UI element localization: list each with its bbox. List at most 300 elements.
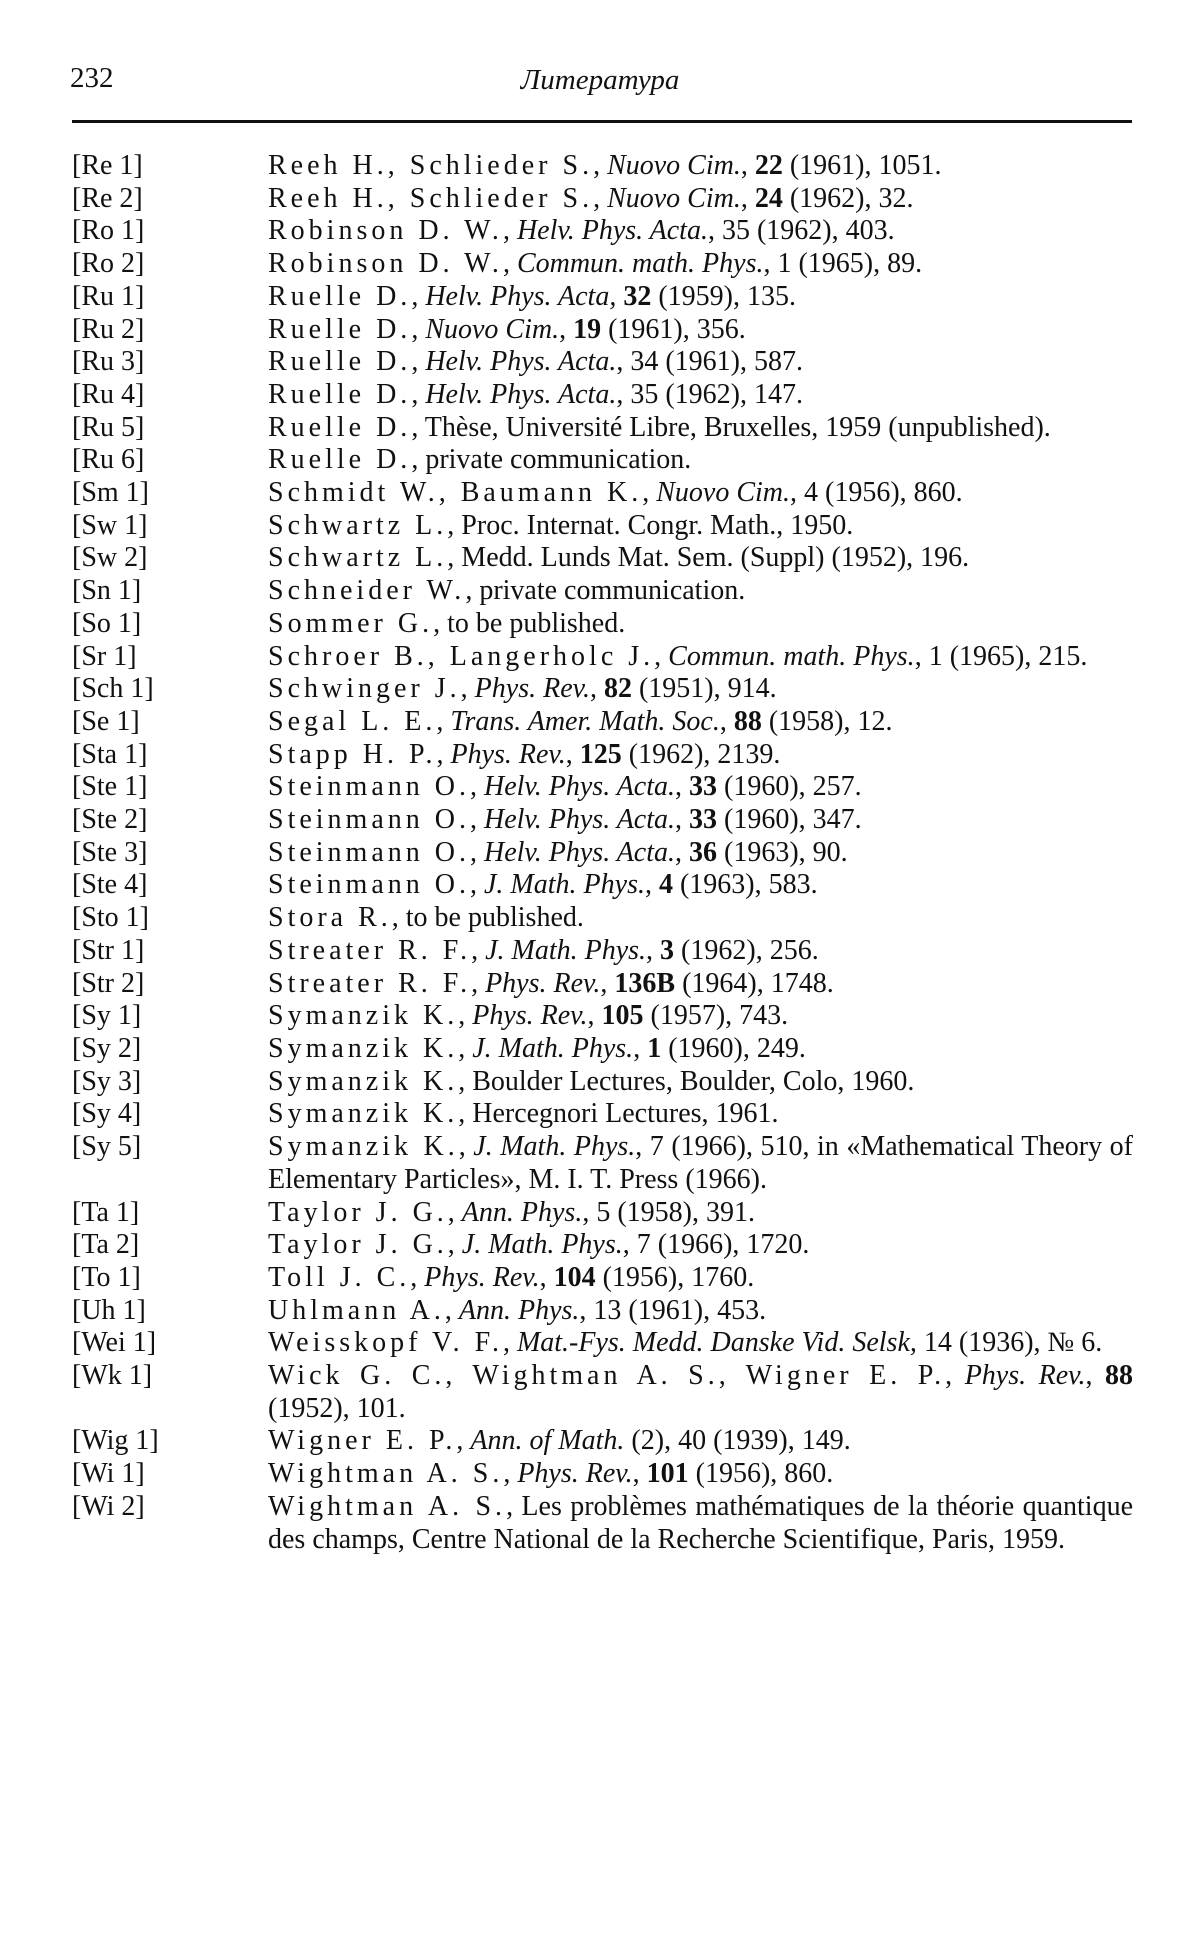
reference-fragment: , [411,280,426,312]
reference-fragment: (1962), 2139. [621,738,781,770]
reference-text [268,935,1133,968]
reference-authors: Ruelle D. [268,346,412,378]
reference-fragment: , [1085,1360,1106,1392]
reference-fragment: , [411,346,426,378]
reference-volume: 101 [646,1458,689,1490]
reference-journal: Helv. Phys. Acta. [516,215,708,247]
reference-entry [0,902,1200,935]
reference-journal: Phys. Rev. [424,1261,540,1293]
reference-volume: 1 [647,1032,662,1064]
reference-text [268,1491,1133,1556]
reference-text [268,510,1133,543]
reference-authors: Streater R. F. [268,967,472,999]
reference-text [268,869,1133,902]
reference-fragment: , private communication. [465,575,746,607]
reference-authors: Schwartz L. [268,542,448,574]
reference-fragment: , 13 (1961), 453. [579,1294,767,1326]
reference-entry [0,1458,1200,1491]
reference-fragment: , 34 (1961), 587. [616,346,803,378]
reference-fragment: , [593,182,608,214]
reference-journal: Commun. math. Phys. [516,248,764,280]
reference-fragment: , [410,1261,425,1293]
reference-fragment: (1956), 1760. [595,1261,755,1293]
reference-text [268,1458,1133,1491]
reference-text [268,837,1133,870]
reference-text [268,379,1133,412]
reference-text [268,771,1133,804]
reference-key: [Ste 4] [72,869,148,901]
reference-fragment: , [719,705,734,737]
reference-entry [0,248,1200,281]
reference-entry [0,575,1200,608]
reference-journal: Phys. Rev. [450,738,566,770]
reference-journal: Ann. of Math. [470,1425,625,1457]
reference-key: [Str 2] [72,967,145,999]
reference-authors: Ruelle D. [268,411,412,443]
reference-authors: Schwartz L. [268,509,448,541]
reference-entry [0,739,1200,772]
reference-volume: 3 [660,934,675,966]
reference-authors: Segal L. E. [268,705,437,737]
reference-entry [0,314,1200,347]
reference-authors: Weisskopf V. F. [268,1327,503,1359]
reference-authors: Robinson D. W. [268,248,503,280]
reference-volume: 32 [623,280,652,312]
reference-journal: Helv. Phys. Acta. [425,378,617,410]
reference-fragment: , private communication. [411,444,692,476]
reference-journal: Helv. Phys. Acta. [484,836,676,868]
reference-journal: Phys. Rev. [964,1360,1086,1392]
reference-entry [0,641,1200,674]
reference-key: [Sy 1] [72,1000,142,1032]
reference-journal: J. Math. Phys. [472,1032,634,1064]
reference-fragment: , [945,1360,965,1392]
reference-authors: Taylor J. G. [268,1229,448,1261]
reference-fragment: (1957), 743. [643,1000,789,1032]
running-header [0,62,1200,102]
reference-key: [Sn 1] [72,575,142,607]
reference-text [268,673,1133,706]
reference-key: [Wig 1] [72,1425,159,1457]
reference-entry [0,444,1200,477]
reference-fragment: , [740,182,755,214]
reference-fragment: , [589,673,604,705]
reference-text [268,968,1133,1001]
reference-authors: Taylor J. G. [268,1196,448,1228]
reference-text [268,150,1133,183]
reference-entry [0,1229,1200,1262]
reference-entry [0,183,1200,216]
reference-fragment: , [632,1458,647,1490]
reference-authors: Steinmann O. [268,836,470,868]
reference-key: [Wk 1] [72,1360,153,1392]
reference-fragment: , [471,934,486,966]
reference-text [268,412,1133,445]
reference-authors: Symanzik K. [268,1131,459,1163]
reference-journal: Helv. Phys. Acta. [425,346,617,378]
reference-fragment: , 5 (1958), 391. [582,1196,755,1228]
reference-entry [0,869,1200,902]
reference-authors: Streater R. F. [268,934,472,966]
reference-key: [Se 1] [72,705,140,737]
reference-authors: Wick G. C., Wightman A. S., Wigner E. P. [268,1360,946,1392]
reference-fragment: , [471,967,486,999]
reference-fragment: , 35 (1962), 403. [707,215,895,247]
reference-fragment: , [740,150,755,181]
reference-key: [Ta 1] [72,1196,140,1228]
reference-key: [Sr 1] [72,640,137,672]
reference-authors: Symanzik K. [268,1098,459,1130]
reference-text [268,183,1133,216]
reference-fragment: , [456,1425,471,1457]
reference-list [0,150,1200,1556]
reference-authors: Stapp H. P. [268,738,437,770]
reference-journal: Nuovo Cim. [656,477,791,509]
reference-entry [0,1033,1200,1066]
reference-journal: Ann. Phys. [458,1294,580,1326]
reference-entry [0,281,1200,314]
reference-fragment: , 7 (1966), 1720. [622,1229,810,1261]
reference-journal: Helv. Phys. Acta. [484,804,676,836]
reference-fragment: (1951), 914. [631,673,777,705]
reference-text [268,739,1133,772]
reference-volume: 105 [601,1000,644,1032]
reference-entry [0,1360,1200,1425]
reference-key: [Wei 1] [72,1327,157,1359]
reference-text [268,1262,1133,1295]
reference-text [268,477,1133,510]
reference-fragment: , [411,378,426,410]
reference-journal: Phys. Rev. [474,673,590,705]
reference-fragment: , [539,1261,554,1293]
reference-key: [Sy 4] [72,1098,142,1130]
reference-volume: 19 [573,313,602,345]
reference-key: [Ru 5] [72,411,145,443]
reference-fragment: , 35 (1962), 147. [616,378,803,410]
reference-authors: Ruelle D. [268,313,412,345]
reference-volume: 33 [689,804,718,836]
reference-text [268,1229,1133,1262]
reference-fragment: (1961), 1051. [782,150,942,181]
reference-volume: 22 [754,150,783,181]
reference-authors: Ruelle D. [268,280,412,312]
reference-text [268,706,1133,739]
reference-key: [Ru 2] [72,313,145,345]
reference-entry [0,1491,1200,1556]
reference-text [268,641,1133,674]
reference-text [268,215,1133,248]
reference-fragment: , [593,150,608,181]
reference-journal: Phys. Rev. [517,1458,633,1490]
reference-fragment: , Medd. Lunds Mat. Sem. (Suppl) (1952), 196. [447,542,970,574]
reference-entry [0,673,1200,706]
reference-key: [Ste 2] [72,804,148,836]
reference-fragment: , [470,836,484,868]
reference-authors: Reeh H., Schlieder S. [268,150,594,181]
reference-fragment: , [447,1196,462,1228]
reference-text [268,248,1133,281]
page-number: 232 [70,62,114,94]
reference-entry [0,771,1200,804]
reference-entry [0,837,1200,870]
reference-fragment: (1963), 90. [717,836,848,868]
reference-fragment: (2), 40 (1939), 149. [624,1425,851,1457]
reference-fragment: (1960), 257. [717,771,862,803]
reference-entry [0,804,1200,837]
reference-fragment: , [436,738,451,770]
reference-fragment: , [503,1458,518,1490]
reference-fragment: , [644,869,659,901]
reference-entry [0,935,1200,968]
reference-fragment: , [565,738,580,770]
header-rule [72,120,1132,123]
reference-journal: J. Math. Phys. [473,1131,636,1163]
reference-authors: Robinson D. W. [268,215,503,247]
reference-text [268,902,1133,935]
reference-key: [Sta 1] [72,738,148,770]
reference-entry [0,1098,1200,1131]
reference-key: [Re 1] [72,150,143,181]
reference-entry [0,1295,1200,1328]
reference-fragment: , 4 (1956), 860. [790,477,963,509]
reference-fragment: (1964), 1748. [675,967,834,999]
reference-key: [Ru 1] [72,280,145,312]
reference-fragment: , [646,934,661,966]
reference-fragment: , [458,1131,474,1163]
reference-key: [Ste 3] [72,836,148,868]
reference-fragment: , 1 (1965), 215. [914,640,1088,672]
reference-fragment: , [675,804,690,836]
reference-volume: 36 [689,836,718,868]
reference-volume: 24 [754,182,783,214]
reference-fragment: , [675,771,690,803]
reference-authors: Wightman A. S. [268,1458,504,1490]
reference-fragment: , [436,705,451,737]
reference-fragment: , Hercegnori Lectures, 1961. [458,1098,779,1130]
reference-fragment: , 1 (1965), 89. [763,248,923,280]
reference-text [268,1098,1133,1131]
reference-fragment: , to be published. [433,607,626,639]
reference-fragment: , [470,869,484,901]
reference-key: [Ru 3] [72,346,145,378]
reference-fragment: , [470,804,484,836]
reference-entry [0,1197,1200,1230]
reference-entry [0,1425,1200,1458]
reference-fragment: , [633,1032,648,1064]
reference-authors: Wigner E. P. [268,1425,457,1457]
reference-journal: Phys. Rev. [472,1000,588,1032]
reference-journal: Phys. Rev. [485,967,601,999]
reference-entry [0,215,1200,248]
reference-text [268,314,1133,347]
reference-key: [Sw 1] [72,509,148,541]
reference-entry [0,1066,1200,1099]
reference-volume: 88 [733,705,762,737]
reference-volume: 88 [1105,1360,1134,1392]
reference-text [268,1360,1133,1425]
reference-authors: Stora R. [268,902,392,934]
reference-authors: Schroer B., Langerholc J. [268,640,655,672]
reference-key: [Str 1] [72,934,145,966]
reference-fragment: , Boulder Lectures, Boulder, Colo, 1960. [458,1065,915,1097]
reference-text [268,444,1133,477]
reference-text [268,1000,1133,1033]
reference-key: [Wi 2] [72,1490,145,1522]
reference-fragment: , Les problèmes mathématiques de la théorie quantique des champs, Centre National de la Recherche Scientifique, Paris, 1959. [268,1490,1133,1555]
reference-journal: Trans. Amer. Math. Soc. [450,705,720,737]
reference-fragment: (1963), 583. [672,869,818,901]
reference-entry [0,1262,1200,1295]
reference-fragment: , Thèse, Université Libre, Bruxelles, 1959 (unpublished). [411,411,1051,443]
reference-fragment: , [559,313,574,345]
reference-volume: 4 [658,869,673,901]
reference-journal: Nuovo Cim. [607,150,741,181]
reference-key: [To 1] [72,1261,141,1293]
reference-fragment: , [444,1294,459,1326]
reference-text [268,1197,1133,1230]
reference-entry [0,1000,1200,1033]
reference-fragment: (1962), 32. [782,182,914,214]
reference-entry [0,1131,1200,1196]
reference-fragment: (1958), 12. [761,705,893,737]
reference-key: [Re 2] [72,182,143,214]
reference-key: [Sy 5] [72,1131,142,1163]
reference-fragment: , [458,1000,473,1032]
reference-key: [Ta 2] [72,1229,140,1261]
reference-fragment: (1962), 256. [674,934,819,966]
reference-authors: Schneider W. [268,575,466,607]
reference-journal: J. Math. Phys. [485,934,647,966]
reference-text [268,1066,1133,1099]
reference-text [268,346,1133,379]
reference-key: [Ru 4] [72,378,145,410]
reference-volume: 82 [603,673,632,705]
reference-fragment: , [502,248,517,280]
reference-key: [Sch 1] [72,673,154,705]
reference-key: [Ro 1] [72,215,145,247]
reference-entry [0,968,1200,1001]
reference-journal: Helv. Phys. Acta. [484,771,676,803]
reference-entry [0,412,1200,445]
reference-journal: Nuovo Cim. [607,182,741,214]
reference-journal: Helv. Phys. Acta, [425,280,617,312]
reference-volume: 136B [614,967,676,999]
reference-authors: Steinmann O. [268,804,470,836]
reference-fragment: , [502,1327,517,1359]
reference-text [268,1131,1133,1196]
reference-fragment: , [502,215,517,247]
reference-entry [0,477,1200,510]
reference-entry [0,150,1200,183]
reference-fragment: (1960), 249. [661,1032,806,1064]
reference-authors: Symanzik K. [268,1065,459,1097]
reference-fragment: , to be published. [391,902,584,934]
reference-authors: Ruelle D. [268,444,412,476]
reference-text [268,281,1133,314]
reference-entry [0,706,1200,739]
reference-fragment: (1959), 135. [651,280,796,312]
reference-key: [Sw 2] [72,542,148,574]
reference-fragment: (1960), 347. [717,804,862,836]
reference-fragment: , [470,771,484,803]
reference-journal: J. Math. Phys. [484,869,645,901]
reference-authors: Steinmann O. [268,869,470,901]
reference-entry [0,608,1200,641]
reference-text [268,1327,1133,1360]
reference-authors: Ruelle D. [268,378,412,410]
reference-text [268,1425,1133,1458]
reference-fragment: , [458,1032,473,1064]
reference-fragment: , 7 (1966), 510, in «Mathematical Theory of Elementary Particles», M. I. T. Press (1966). [268,1131,1133,1195]
reference-authors: Schwinger J. [268,673,461,705]
reference-entry [0,542,1200,575]
reference-authors: Schmidt W., Baumann K. [268,477,643,509]
reference-authors: Symanzik K. [268,1000,459,1032]
reference-key: [Sm 1] [72,477,149,509]
reference-journal: J. Math. Phys. [461,1229,623,1261]
reference-entry [0,346,1200,379]
reference-authors: Reeh H., Schlieder S. [268,182,594,214]
reference-entry [0,510,1200,543]
reference-key: [Ru 6] [72,444,145,476]
reference-journal: Nuovo Cim. [425,313,560,345]
reference-journal: Ann. Phys. [461,1196,583,1228]
reference-key: [Wi 1] [72,1458,145,1490]
reference-volume: 33 [689,771,718,803]
reference-journal: Mat.-Fys. Medd. Danske Vid. Selsk, [516,1327,917,1359]
reference-fragment: , [654,640,669,672]
reference-authors: Toll J. C. [268,1261,411,1293]
reference-key: [So 1] [72,607,142,639]
reference-text [268,575,1133,608]
reference-fragment: (1952), 101. [268,1392,406,1424]
reference-journal: Commun. math. Phys. [668,640,915,672]
page-title: Литература [520,64,680,96]
reference-authors: Symanzik K. [268,1032,459,1064]
reference-fragment: (1961), 356. [601,313,746,345]
reference-authors: Wightman A. S. [268,1490,507,1522]
reference-key: [Uh 1] [72,1294,146,1326]
reference-fragment: , [460,673,475,705]
reference-key: [Sto 1] [72,902,149,934]
reference-text [268,1033,1133,1066]
reference-text [268,542,1133,575]
reference-fragment: , [642,477,657,509]
reference-text [268,804,1133,837]
reference-key: [Sy 3] [72,1065,142,1097]
reference-fragment: , [600,967,615,999]
reference-key: [Sy 2] [72,1032,142,1064]
reference-volume: 104 [553,1261,596,1293]
reference-entry [0,1327,1200,1360]
reference-fragment: , [447,1229,462,1261]
reference-fragment: , Proc. Internat. Congr. Math., 1950. [447,509,854,541]
reference-authors: Uhlmann A. [268,1294,445,1326]
reference-volume: 125 [579,738,622,770]
reference-text [268,1295,1133,1328]
reference-text [268,608,1133,641]
reference-fragment: , [587,1000,602,1032]
reference-fragment: 14 (1936), № 6. [916,1327,1103,1359]
reference-entry [0,379,1200,412]
reference-authors: Sommer G. [268,607,434,639]
reference-fragment: , [411,313,426,345]
reference-key: [Ste 1] [72,771,148,803]
reference-authors: Steinmann O. [268,771,470,803]
reference-key: [Ro 2] [72,248,145,280]
reference-fragment: (1956), 860. [688,1458,834,1490]
reference-fragment: , [675,836,690,868]
